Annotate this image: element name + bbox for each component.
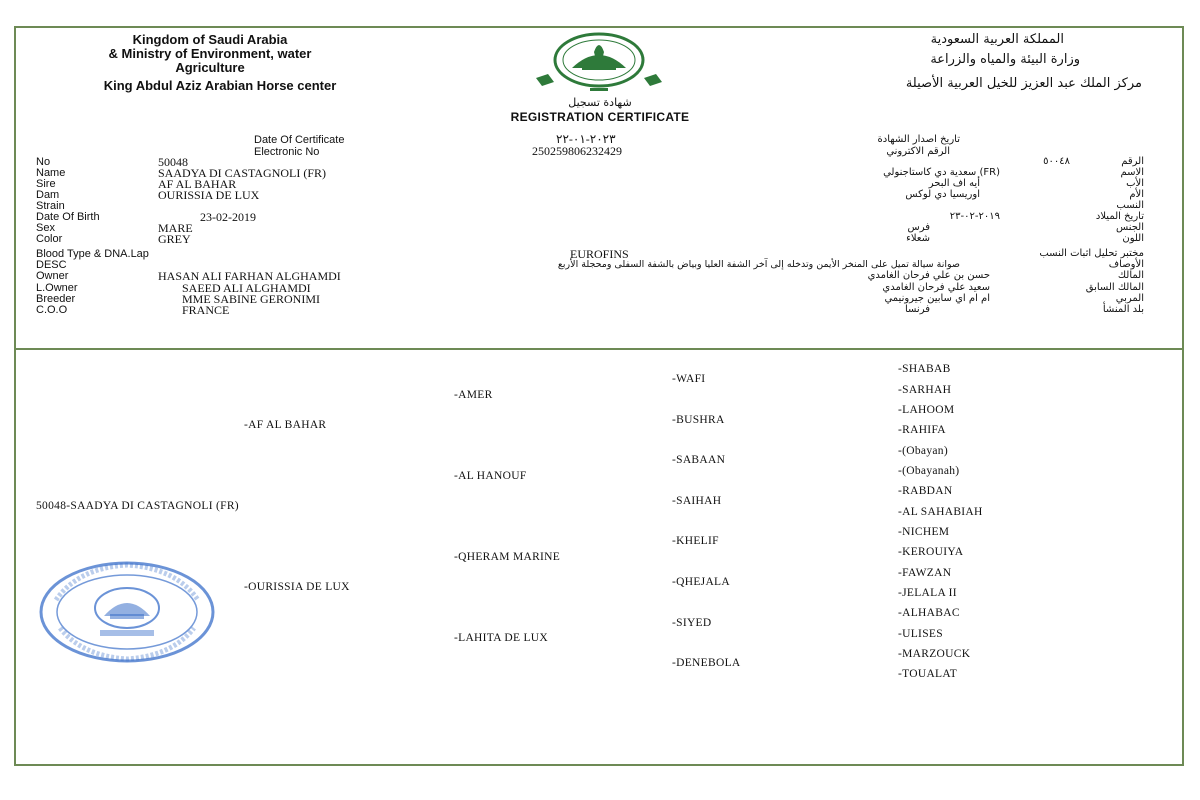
pedigree-gen3-1: -WAFI [672, 373, 706, 385]
field-value-no-ar: ٥٠٠٤٨ [1043, 156, 1070, 167]
pedigree-gen4-10: -KEROUIYA [898, 546, 964, 558]
pedigree-gen4-7: -RABDAN [898, 485, 953, 497]
pedigree-gen4-9: -NICHEM [898, 526, 950, 538]
field-label-dam-ar: الأم [1129, 189, 1144, 200]
ministry-logo-icon [524, 30, 674, 100]
field-label-no-ar: الرقم [1121, 156, 1144, 167]
pedigree-gen4-1: -SHABAB [898, 363, 951, 375]
pedigree-gen4-13: -ALHABAC [898, 607, 960, 619]
pedigree-gen4-16: -TOUALAT [898, 668, 958, 680]
header-en-line3: Agriculture [175, 60, 245, 75]
field-label-name-ar: الاسم [1120, 167, 1144, 178]
field-label-blood-type: Blood Type & DNA.Lap [36, 248, 149, 260]
field-label-sex: Sex [36, 222, 55, 234]
header-ar-line3: مركز الملك عبد العزيز للخيل العربية الأصيلة [905, 76, 1142, 91]
pedigree-gen4-15: -MARZOUCK [898, 648, 971, 660]
field-value-dam: OURISSIA DE LUX [158, 188, 260, 202]
field-value-name: SAADYA DI CASTAGNOLI (FR) [158, 166, 327, 180]
date-of-certificate-label-ar: تاريخ اصدار الشهادة [877, 134, 960, 145]
field-label-last-owner-ar: المالك السابق [1085, 282, 1144, 293]
field-value-name-ar: (FR) سعدية دي كاستاجنولي [883, 167, 1000, 178]
title-en: REGISTRATION CERTIFICATE [510, 110, 690, 124]
field-value-breeder: MME SABINE GERONIMI [182, 292, 320, 306]
registry-stamp-icon [38, 560, 216, 664]
field-label-breeder: Breeder [36, 293, 76, 305]
field-value-desc-ar: صوانة سيالة تميل على المنخر الأيمن وتدخله إلى آخر الشفة العليا وبياض بالشفة السفلى ومحجلة الأربع [557, 259, 960, 270]
field-value-country-of-origin-ar: فرنسا [904, 304, 930, 315]
field-label-last-owner: L.Owner [36, 282, 78, 294]
field-label-country-of-origin: C.O.O [36, 304, 68, 316]
field-label-name: Name [36, 167, 66, 179]
field-label-color: Color [36, 233, 63, 245]
pedigree-gen4-14: -ULISES [898, 628, 943, 640]
pedigree-gen4-2: -SARHAH [898, 384, 952, 396]
field-label-sire: Sire [36, 178, 56, 190]
header-ar-line1: المملكة العربية السعودية [930, 32, 1064, 47]
field-value-sex-ar: فرس [907, 222, 930, 233]
electronic-no-label-ar: الرقم الاكتروني [886, 146, 950, 157]
field-label-no: No [36, 156, 51, 168]
pedigree-gen4-6: -(Obayanah) [898, 465, 960, 477]
field-label-owner-ar: المالك [1117, 270, 1144, 281]
field-label-date-of-birth-ar: تاريخ الميلاد [1095, 211, 1144, 222]
field-label-color-ar: اللون [1122, 233, 1144, 244]
pedigree-gen4-8: -AL SAHABIAH [898, 506, 983, 518]
field-value-breeder-ar: ام ام اي سابين جيرونيمي [884, 293, 990, 304]
field-label-owner: Owner [36, 270, 69, 282]
electronic-no-value: 250259806232429 [532, 144, 622, 158]
field-label-breeder-ar: المربي [1115, 293, 1144, 304]
header-en-line2: & Ministry of Environment, water [108, 46, 312, 61]
field-label-strain: Strain [36, 200, 65, 212]
pedigree-dam: -OURISSIA DE LUX [244, 581, 350, 593]
field-value-sire-ar: أيه اف البحر [928, 178, 980, 189]
field-label-date-of-birth: Date Of Birth [36, 211, 100, 223]
field-value-country-of-origin: FRANCE [182, 303, 230, 317]
field-label-desc: DESC [36, 259, 67, 271]
pedigree-gen3-4: -SAIHAH [672, 495, 722, 507]
header-ar-line2: وزارة البيئة والمياه والزراعة [930, 52, 1080, 67]
field-value-color-ar: شعلاء [906, 233, 930, 244]
pedigree-gen2-3: -QHERAM MARINE [454, 551, 561, 563]
pedigree-gen4-3: -LAHOOM [898, 404, 955, 416]
pedigree-gen2-2: -AL HANOUF [454, 470, 527, 482]
date-of-certificate-label: Date Of Certificate [254, 134, 345, 146]
electronic-no-label: Electronic No [254, 146, 320, 158]
header-en-line1: Kingdom of Saudi Arabia [132, 32, 288, 47]
field-value-owner-ar: حسن بن علي فرحان الغامدي [867, 270, 990, 281]
pedigree-gen3-8: -DENEBOLA [672, 657, 741, 669]
pedigree-gen3-3: -SABAAN [672, 454, 726, 466]
field-value-date-of-birth-ar: ٢٠١٩-٠٢-٢٣ [949, 211, 1000, 222]
field-value-dam-ar: اوريسيا دي لوكس [905, 189, 980, 200]
pedigree-gen4-5: -(Obayan) [898, 445, 948, 457]
pedigree-gen3-7: -SIYED [672, 617, 712, 629]
field-value-no: 50048 [158, 155, 188, 169]
field-value-sex: MARE [158, 221, 193, 235]
field-value-date-of-birth: 23-02-2019 [200, 210, 256, 224]
field-value-last-owner-ar: سعيد علي فرحان الغامدي [882, 282, 990, 293]
date-of-certificate-value: ٢٠٢٣-٠١-٢٢ [556, 132, 616, 146]
pedigree-gen4-4: -RAHIFA [898, 424, 946, 436]
field-value-last-owner: SAEED ALI ALGHAMDI [182, 281, 311, 295]
field-value-sire: AF AL BAHAR [158, 177, 237, 191]
field-label-dam: Dam [36, 189, 60, 201]
pedigree-horse: 50048-SAADYA DI CASTAGNOLI (FR) [36, 500, 239, 512]
field-value-blood-type: EUROFINS [570, 247, 629, 261]
pedigree-gen2-1: -AMER [454, 389, 493, 401]
pedigree-gen4-12: -JELALA II [898, 587, 957, 599]
title-ar: شهادة تسجيل [568, 96, 632, 109]
pedigree-gen4-11: -FAWZAN [898, 567, 952, 579]
field-value-color: GREY [158, 232, 191, 246]
pedigree-gen3-6: -QHEJALA [672, 576, 730, 588]
pedigree-gen2-4: -LAHITA DE LUX [454, 632, 548, 644]
field-label-country-of-origin-ar: بلد المنشأ [1102, 304, 1144, 315]
pedigree-sire: -AF AL BAHAR [244, 419, 327, 431]
pedigree-gen3-2: -BUSHRA [672, 414, 725, 426]
field-label-sire-ar: الأب [1126, 178, 1144, 189]
pedigree-gen3-5: -KHELIF [672, 535, 719, 547]
field-label-desc-ar: الأوصاف [1108, 259, 1144, 270]
field-label-sex-ar: الجنس [1115, 222, 1144, 233]
section-divider [14, 348, 1184, 350]
field-value-owner: HASAN ALI FARHAN ALGHAMDI [158, 269, 341, 283]
field-label-blood-type-ar: مختبر تحليل اثبات النسب [1039, 248, 1144, 259]
header-en-line4: King Abdul Aziz Arabian Horse center [103, 78, 337, 93]
field-label-strain-ar: النسب [1116, 200, 1144, 211]
